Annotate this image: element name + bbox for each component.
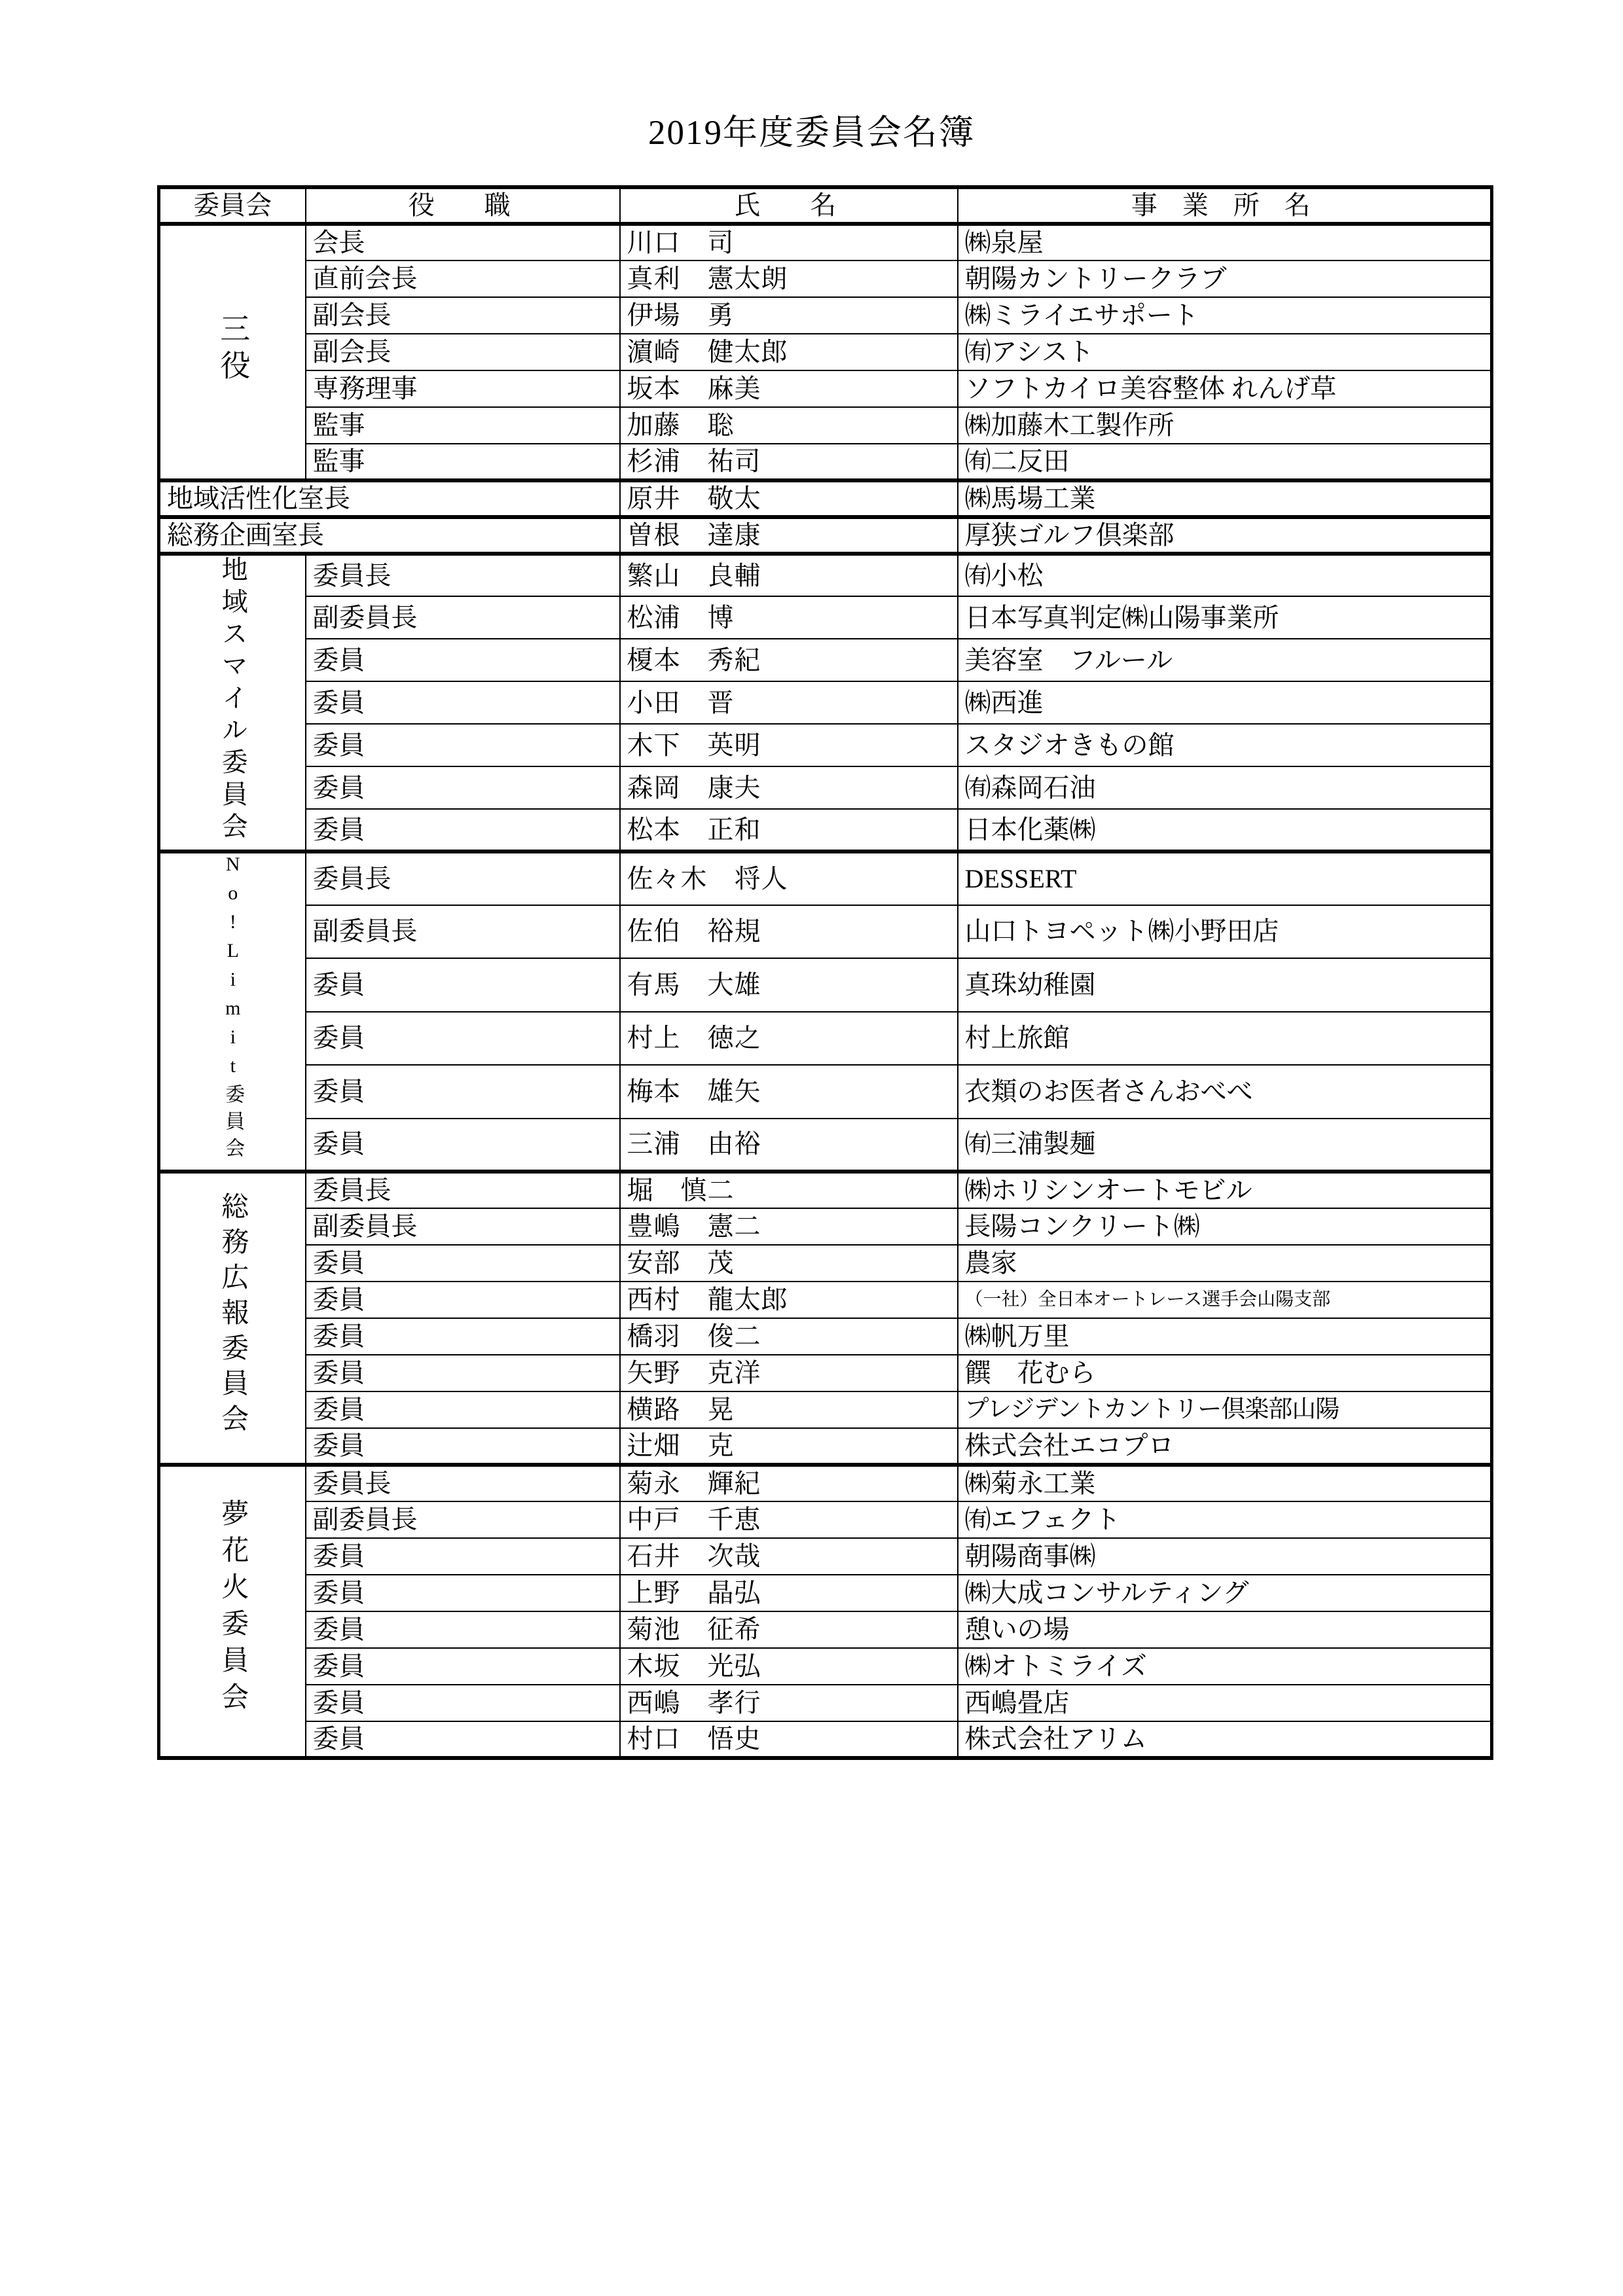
cell-business-name: 美容室 フルール (958, 639, 1492, 681)
cell-business-name: 日本化薬㈱ (958, 809, 1492, 852)
cell-business-name: 厚狭ゴルフ倶楽部 (958, 517, 1492, 554)
cell-role: 委員 (306, 1355, 620, 1391)
table-header (159, 187, 1492, 224)
table-row (159, 1501, 1492, 1538)
cell-person-name: 堀 慎二 (620, 1172, 958, 1208)
table-row (159, 1065, 1492, 1119)
cell-person-name: 森岡 康夫 (620, 766, 958, 809)
cell-role: 委員 (306, 1318, 620, 1355)
cell-role: 副会長 (306, 334, 620, 370)
cell-role: 委員 (306, 639, 620, 681)
cell-person-name: 有馬 大雄 (620, 958, 958, 1012)
table-row (159, 639, 1492, 681)
cell-person-name: 松浦 博 (620, 596, 958, 639)
cell-person-name: 伊場 勇 (620, 297, 958, 334)
cell-role: 副会長 (306, 297, 620, 334)
cell-committee-role: 地域活性化室長 (159, 480, 620, 517)
committee-roster-table (157, 185, 1493, 1760)
cell-person-name: 豊嶋 憲二 (620, 1208, 958, 1245)
cell-person-name: 濵崎 健太郎 (620, 334, 958, 370)
table-row (159, 1172, 1492, 1208)
cell-business-name: ㈲森岡石油 (958, 766, 1492, 809)
cell-role: 監事 (306, 407, 620, 444)
cell-person-name: 辻畑 克 (620, 1428, 958, 1465)
committee-vertical-label: 夢花火委員会 (217, 1499, 248, 1719)
cell-role: 委員 (306, 1648, 620, 1685)
cell-role: 委員長 (306, 554, 620, 596)
table-row (159, 297, 1492, 334)
cell-business-name: 日本写真判定㈱山陽事業所 (958, 596, 1492, 639)
cell-role: 副委員長 (306, 1501, 620, 1538)
table-row (159, 1685, 1492, 1721)
cell-person-name: 梅本 雄矢 (620, 1065, 958, 1119)
cell-business-name: プレジデントカントリー倶楽部山陽 (958, 1391, 1492, 1428)
table-row (159, 681, 1492, 724)
table-row (159, 1012, 1492, 1066)
committee-vertical-label: 地域スマイル委員会 (218, 556, 248, 844)
cell-business-name: 農家 (958, 1245, 1492, 1282)
cell-business-name: ㈱オトミライズ (958, 1648, 1492, 1685)
cell-role: 委員 (306, 681, 620, 724)
cell-person-name: 繁山 良輔 (620, 554, 958, 596)
cell-person-name: 原井 敬太 (620, 480, 958, 517)
cell-role: 委員 (306, 1245, 620, 1282)
table-row (159, 1648, 1492, 1685)
cell-business-name: ソフトカイロ美容整体 れんげ草 (958, 370, 1492, 407)
cell-committee-role: 総務企画室長 (159, 517, 620, 554)
table-row (159, 517, 1492, 554)
cell-person-name: 坂本 麻美 (620, 370, 958, 407)
cell-role: 委員長 (306, 1465, 620, 1501)
column-header-name: 氏 名 (620, 187, 958, 224)
table-row (159, 1721, 1492, 1758)
table-row (159, 958, 1492, 1012)
table-row (159, 260, 1492, 297)
table-row (159, 334, 1492, 370)
column-header-committee: 委員会 (159, 187, 306, 224)
table-row (159, 1538, 1492, 1575)
cell-person-name: 木下 英明 (620, 724, 958, 766)
cell-role: 副委員長 (306, 1208, 620, 1245)
table-row (159, 809, 1492, 852)
cell-business-name: ㈱帆万里 (958, 1318, 1492, 1355)
table-row (159, 1391, 1492, 1428)
table-row (159, 554, 1492, 596)
cell-role: 副委員長 (306, 905, 620, 959)
cell-role: 委員 (306, 1575, 620, 1611)
cell-role: 委員 (306, 1428, 620, 1465)
cell-business-name: 株式会社アリム (958, 1721, 1492, 1758)
cell-role: 会長 (306, 224, 620, 260)
cell-business-name: 朝陽商事㈱ (958, 1538, 1492, 1575)
cell-business-name: 山口トヨペット㈱小野田店 (958, 905, 1492, 959)
cell-business-name: ㈱加藤木工製作所 (958, 407, 1492, 444)
cell-business-name: ㈲小松 (958, 554, 1492, 596)
committee-vertical-label: 三役 (216, 313, 250, 386)
cell-business-name: ㈲二反田 (958, 444, 1492, 480)
cell-person-name: 榎本 秀紀 (620, 639, 958, 681)
cell-role: 委員長 (306, 852, 620, 905)
cell-business-name: 長陽コンクリート㈱ (958, 1208, 1492, 1245)
table-row (159, 370, 1492, 407)
cell-role: 委員 (306, 1538, 620, 1575)
cell-business-name: ㈲エフェクト (958, 1501, 1492, 1538)
cell-business-name: ㈱菊永工業 (958, 1465, 1492, 1501)
cell-person-name: 村口 悟史 (620, 1721, 958, 1758)
cell-role: 副委員長 (306, 596, 620, 639)
table-row (159, 1208, 1492, 1245)
cell-role: 委員 (306, 1282, 620, 1318)
cell-person-name: 石井 次哉 (620, 1538, 958, 1575)
cell-role: 委員長 (306, 1172, 620, 1208)
cell-role: 委員 (306, 809, 620, 852)
cell-person-name: 木坂 光弘 (620, 1648, 958, 1685)
table-row (159, 444, 1492, 480)
cell-business-name: ㈲アシスト (958, 334, 1492, 370)
cell-business-name: ㈱泉屋 (958, 224, 1492, 260)
column-header-role: 役 職 (306, 187, 620, 224)
cell-person-name: 安部 茂 (620, 1245, 958, 1282)
cell-person-name: 菊永 輝紀 (620, 1465, 958, 1501)
cell-business-name: スタジオきもの館 (958, 724, 1492, 766)
table-body (159, 224, 1492, 1758)
cell-role: 委員 (306, 1065, 620, 1119)
cell-role: 直前会長 (306, 260, 620, 297)
cell-business-name: 衣類のお医者さんおべべ (958, 1065, 1492, 1119)
cell-person-name: 三浦 由裕 (620, 1119, 958, 1172)
cell-business-name: 株式会社エコプロ (958, 1428, 1492, 1465)
table-row (159, 224, 1492, 260)
cell-role: 委員 (306, 1119, 620, 1172)
table-row (159, 1611, 1492, 1648)
cell-person-name: 佐伯 裕規 (620, 905, 958, 959)
cell-business-name: 村上旅館 (958, 1012, 1492, 1066)
cell-person-name: 曽根 達康 (620, 517, 958, 554)
cell-role: 専務理事 (306, 370, 620, 407)
table-row (159, 766, 1492, 809)
cell-person-name: 松本 正和 (620, 809, 958, 852)
cell-business-name: ㈲三浦製麺 (958, 1119, 1492, 1172)
cell-business-name: （一社）全日本オートレース選手会山陽支部 (958, 1282, 1492, 1318)
table-row (159, 852, 1492, 905)
header-row (159, 187, 1492, 224)
table-row (159, 1575, 1492, 1611)
cell-person-name: 村上 徳之 (620, 1012, 958, 1066)
cell-business-name: ㈱ミライエサポート (958, 297, 1492, 334)
cell-business-name: 朝陽カントリークラブ (958, 260, 1492, 297)
table-row (159, 1245, 1492, 1282)
committee-vertical-label: No!Limit委員会 (222, 853, 244, 1164)
table-row (159, 596, 1492, 639)
column-header-business: 事 業 所 名 (958, 187, 1492, 224)
cell-person-name: 川口 司 (620, 224, 958, 260)
table-row (159, 1355, 1492, 1391)
cell-person-name: 真利 憲太朗 (620, 260, 958, 297)
cell-role: 監事 (306, 444, 620, 480)
cell-role: 委員 (306, 958, 620, 1012)
cell-person-name: 小田 晋 (620, 681, 958, 724)
cell-business-name: ㈱ホリシンオートモビル (958, 1172, 1492, 1208)
cell-committee-name (159, 224, 306, 480)
cell-business-name: DESSERT (958, 852, 1492, 905)
table-row (159, 1428, 1492, 1465)
cell-person-name: 西村 龍太郎 (620, 1282, 958, 1318)
cell-role: 委員 (306, 1012, 620, 1066)
cell-committee-name (159, 1172, 306, 1465)
cell-person-name: 西嶋 孝行 (620, 1685, 958, 1721)
cell-role: 委員 (306, 1685, 620, 1721)
table-row (159, 1318, 1492, 1355)
cell-role: 委員 (306, 724, 620, 766)
cell-business-name: ㈱西進 (958, 681, 1492, 724)
cell-committee-name (159, 554, 306, 852)
page-title: 2019年度委員会名簿 (648, 114, 975, 152)
table-row (159, 1465, 1492, 1501)
committee-vertical-label: 総務広報委員会 (217, 1192, 248, 1439)
cell-business-name: 真珠幼稚園 (958, 958, 1492, 1012)
cell-committee-name (159, 1465, 306, 1758)
cell-person-name: 杉浦 祐司 (620, 444, 958, 480)
cell-person-name: 加藤 聡 (620, 407, 958, 444)
cell-business-name: 西嶋畳店 (958, 1685, 1492, 1721)
table-row (159, 407, 1492, 444)
cell-person-name: 上野 晶弘 (620, 1575, 958, 1611)
cell-role: 委員 (306, 1391, 620, 1428)
cell-person-name: 佐々木 将人 (620, 852, 958, 905)
cell-person-name: 横路 晃 (620, 1391, 958, 1428)
cell-committee-name (159, 852, 306, 1172)
table-row (159, 905, 1492, 959)
cell-person-name: 矢野 克洋 (620, 1355, 958, 1391)
cell-role: 委員 (306, 766, 620, 809)
cell-role: 委員 (306, 1611, 620, 1648)
cell-business-name: 饌 花むら (958, 1355, 1492, 1391)
cell-business-name: ㈱馬場工業 (958, 480, 1492, 517)
cell-person-name: 菊池 征希 (620, 1611, 958, 1648)
cell-role: 委員 (306, 1721, 620, 1758)
table-row (159, 724, 1492, 766)
cell-person-name: 中戸 千恵 (620, 1501, 958, 1538)
cell-person-name: 橋羽 俊二 (620, 1318, 958, 1355)
table-row (159, 1119, 1492, 1172)
table-row (159, 480, 1492, 517)
cell-business-name: ㈱大成コンサルティング (958, 1575, 1492, 1611)
cell-business-name: 憩いの場 (958, 1611, 1492, 1648)
table-row (159, 1282, 1492, 1318)
